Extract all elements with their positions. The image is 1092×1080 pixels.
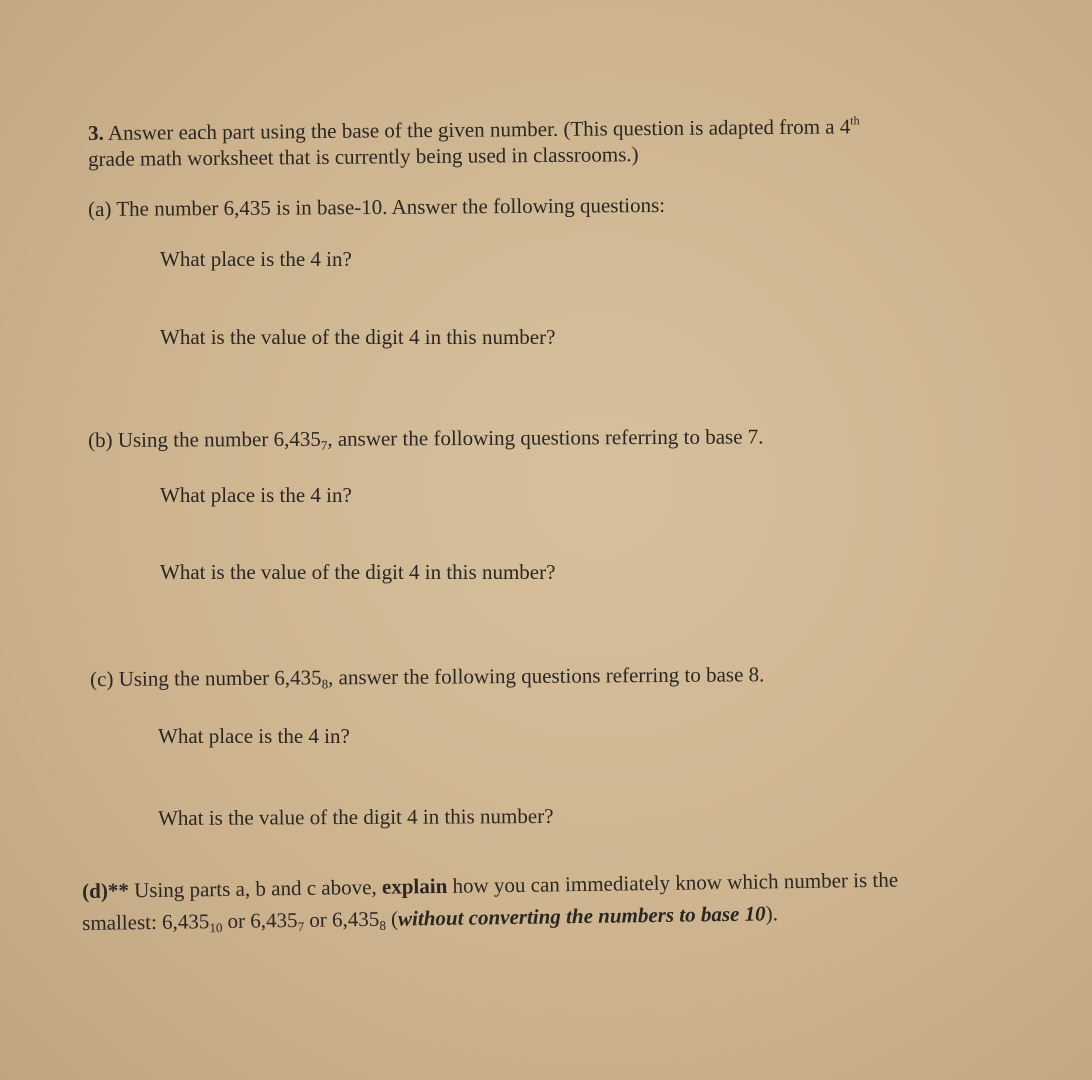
part-b-question-1: What place is the 4 in? [160,483,352,507]
question-intro-line1 [88,113,860,146]
base-subscript: 7 [297,918,305,934]
question-number: 3. [88,120,104,145]
part-c-heading-rest: , answer the following questions referring to base 8. [328,662,765,690]
part-b-heading [88,423,764,453]
base-subscript: 7 [320,437,328,453]
part-d-text: Using parts a, b and c above, [128,874,383,903]
part-b-heading-rest: , answer the following questions referring to base 7. [327,424,764,451]
base-subscript: 10 [209,920,223,936]
part-d-or-1: or 6,435 [222,907,298,934]
part-a-question-2: What is the value of the digit 4 in this number? [160,325,556,349]
part-b-heading-text: (b) Using the number 6,435 [88,426,321,452]
part-b-question-2: What is the value of the digit 4 in this number? [160,560,556,584]
part-a-question-1: What place is the 4 in? [160,247,352,271]
paren-close: ). [765,901,779,926]
part-d-smallest: smallest: 6,435 [82,909,210,935]
part-a-heading: (a) The number 6,435 is in base-10. Answer the following questions: [88,192,666,221]
question-intro-text: Answer each part using the base of the given number. (This question is adapted from a 4 [107,114,851,145]
part-d-line1 [82,867,898,904]
part-c-question-1: What place is the 4 in? [158,724,350,748]
part-d-or-2: or 6,435 [303,906,380,932]
part-d-line2 [82,900,778,936]
base-subscript: 8 [321,676,329,692]
paren-open: ( [385,906,399,931]
part-d-text-rest: how you can immediately know which number is the [447,867,899,898]
part-c-heading-text: (c) Using the number 6,435 [90,665,322,691]
base-subscript: 8 [379,917,387,933]
explain-keyword: explain [381,873,448,899]
part-c-heading [90,661,764,692]
ordinal-suffix: th [850,113,860,128]
question-intro-line2: grade math worksheet that is currently being used in classrooms.) [88,142,639,171]
part-c-question-2: What is the value of the digit 4 in this number? [158,803,554,830]
part-d-label: (d)** [82,878,130,903]
part-d-emphasis: without converting the numbers to base 10 [397,901,766,931]
